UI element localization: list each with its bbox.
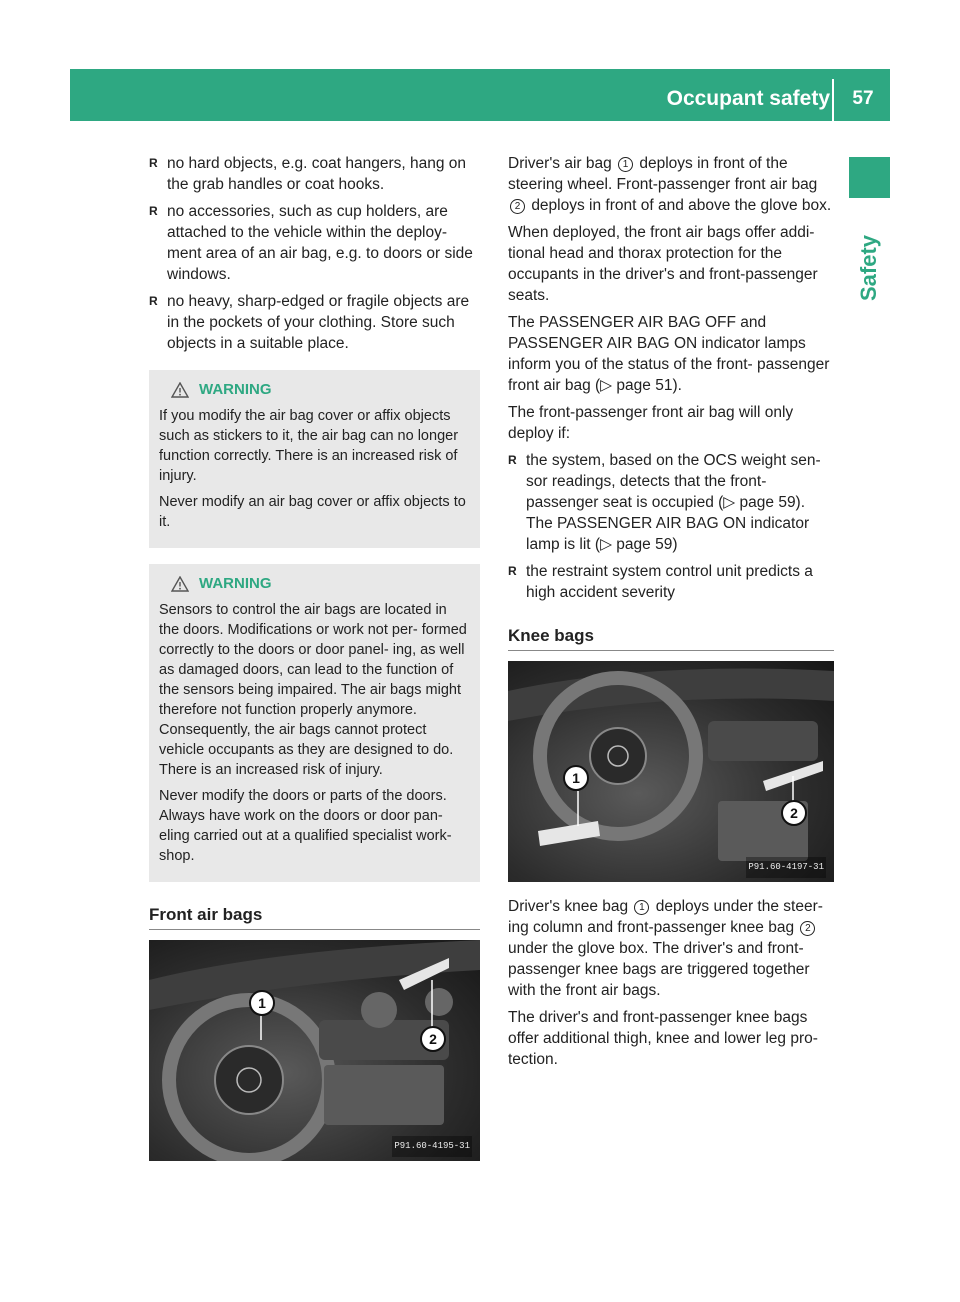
text-run: deploys under the steer- ing column and front-passenger knee bag [508, 898, 823, 936]
page-title: Occupant safety [666, 87, 830, 110]
section-title: Knee bags [508, 625, 834, 651]
text-run: Driver's air bag [508, 155, 612, 172]
page-header [70, 69, 890, 121]
callout-1: 1 [249, 990, 275, 1016]
text-run: deploys in front of and above the glove box. [531, 197, 832, 214]
warning-heading-text: WARNING [199, 381, 272, 398]
image-code: P91.60-4195-31 [392, 1136, 472, 1157]
callout-ref-1: 1 [618, 157, 633, 172]
text-run: Driver's knee bag [508, 898, 629, 915]
text-run: deploys in front of the steering wheel. Front-passenger front air bag [508, 155, 818, 193]
warning-heading [159, 380, 470, 400]
callout-2: 2 [420, 1026, 446, 1052]
side-tab [849, 208, 890, 328]
callout-ref-2: 2 [800, 921, 815, 936]
knee-airbag-photo [508, 661, 834, 882]
side-tab-marker [849, 157, 890, 198]
paragraph: The driver's and front-passenger knee bags offer additional thigh, knee and lower leg pro- tection. [508, 1009, 818, 1068]
warning-triangle-icon [171, 576, 189, 592]
warning-box [149, 370, 480, 548]
paragraph: When deployed, the front air bags offer addi- tional head and thorax protection for the occupants in the driver's and front-passenger seats. [508, 224, 818, 304]
callout-1: 1 [563, 765, 589, 791]
callout-2: 2 [781, 800, 807, 826]
knee-dashboard-illustration [508, 661, 834, 882]
right-column [508, 153, 834, 1076]
warning-text: Sensors to control the air bags are located in the doors. Modifications or work not per- formed correctly to the doors or door panel- ing, as well as damaged doors, can lead to the function of the sensors being impaired. The air bags might therefore not function properly anymore. Consequently, the air bags cannot protect vehicle occupants as they are designed to do. There is an increased risk of injury. [159, 602, 467, 778]
front-airbag-photo [149, 940, 480, 1161]
warning-heading [159, 574, 470, 594]
list-item: R the system, based on the OCS weight sen- sor readings, detects that the front- passenger seat is occupied (▷ page 59). The PASSENGER AIR BAG ON indicator lamp is lit (▷ page 59) [508, 450, 834, 555]
left-column [149, 153, 480, 1161]
paragraph [508, 896, 834, 1001]
section-title: Front air bags [149, 904, 480, 930]
page-number: 57 [852, 88, 874, 109]
paragraph: The front-passenger front air bag will only deploy if: [508, 404, 794, 442]
warning-heading-text: WARNING [199, 575, 272, 592]
callout-ref-1: 1 [634, 900, 649, 915]
warning-text: Never modify an air bag cover or affix objects to it. [159, 494, 466, 530]
list-item: R no heavy, sharp-edged or fragile objects are in the pockets of your clothing. Store such objects in a suitable place. [149, 291, 480, 354]
warning-text: If you modify the air bag cover or affix objects such as stickers to it, the air bag can no longer function correctly. There is an increased risk of injury. [159, 408, 459, 484]
warning-box [149, 564, 480, 882]
paragraph: The PASSENGER AIR BAG OFF and PASSENGER AIR BAG ON indicator lamps inform you of the status of the front- passenger front air bag (▷ page 51). [508, 314, 830, 394]
list-item: R no accessories, such as cup holders, are attached to the vehicle within the deploy- ment area of an air bag, e.g. to doors or side windows. [149, 201, 480, 285]
warning-triangle-icon [171, 382, 189, 398]
callout-ref-2: 2 [510, 199, 525, 214]
list-item: R no hard objects, e.g. coat hangers, hang on the grab handles or coat hooks. [149, 153, 480, 195]
text-run: under the glove box. The driver's and front- passenger knee bags are triggered together with the front air bags. [508, 940, 810, 999]
paragraph [508, 153, 834, 216]
header-divider [832, 79, 834, 121]
image-code: P91.60-4197-31 [746, 857, 826, 878]
list-item: R the restraint system control unit predicts a high accident severity [508, 561, 834, 603]
side-tab-label: Safety [856, 234, 882, 302]
warning-text: Never modify the doors or parts of the doors. Always have work on the doors or door pan- eling carried out at a qualified specialist work- shop. [159, 788, 452, 864]
